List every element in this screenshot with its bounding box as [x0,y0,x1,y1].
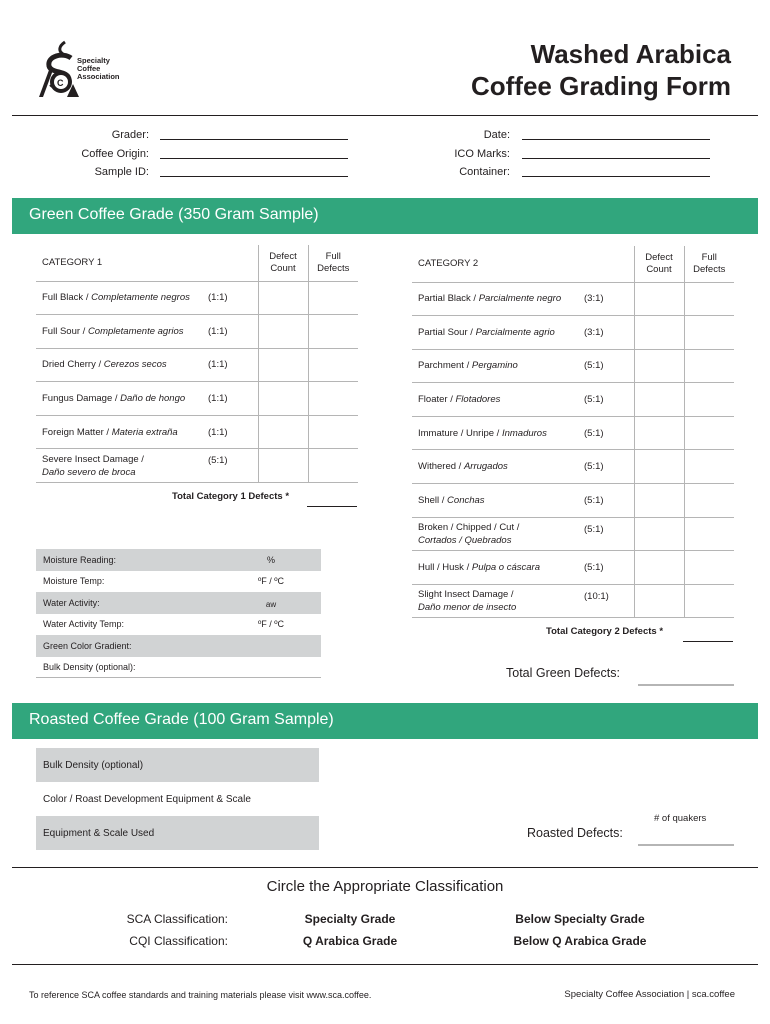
classification-divider-top [12,867,758,868]
table-row: Full Sour / Completamente agrios (1:1) [36,315,358,349]
full-defects-cell[interactable] [684,517,734,551]
moisture-table [36,549,321,678]
specialty-grade-option[interactable]: Specialty Grade [304,912,396,926]
category-2-table [412,246,734,618]
defect-count-cell[interactable] [634,282,684,316]
full-defects-cell[interactable] [684,349,734,383]
green-color-gradient-row[interactable]: Green Color Gradient: [36,635,321,657]
total-cat2-label: Total Category 2 Defects * [546,626,664,637]
table-row: Dried Cherry / Cerezos secos (1:1) [36,348,358,382]
title-line2: Coffee Grading Form [470,71,731,101]
defect-count-cell[interactable] [258,315,308,349]
total-cat1-field[interactable] [307,506,357,507]
roasted-coffee-band: Roasted Coffee Grade (100 Gram Sample) [12,703,758,739]
table-row: Immature / Unripe / Inmaduros (5:1) [412,416,734,450]
classification-heading: Circle the Appropriate Classification [266,878,504,895]
full-defects-cell[interactable] [684,484,734,518]
logo-line3: Association [77,72,120,81]
defect-count-cell[interactable] [634,416,684,450]
cat2-title: CATEGORY 2 [412,246,584,282]
footer-left-text: To reference SCA coffee standards and training materials please visit www.sca.coffee. [29,990,372,1000]
date-label: Date: [483,129,510,141]
sca-logo [37,40,127,100]
page-title [471,38,731,102]
bulk-density-row[interactable]: Bulk Density (optional): [36,657,321,679]
footer-right-text: Specialty Coffee Association | sca.coffee [564,989,735,1000]
defect-count-cell[interactable] [634,450,684,484]
container-label: Container: [459,166,510,178]
grader-field[interactable] [160,139,348,140]
table-row: Slight Insect Damage / Daño menor de insecto (10:1) [412,584,734,618]
sca-logo-icon [37,40,81,98]
logo-line1: Specialty [77,56,110,65]
cat1-full-defects-header: Full Defects [308,245,358,281]
svg-text:C: C [57,78,64,88]
coffee-origin-field[interactable] [160,158,348,159]
defect-count-cell[interactable] [258,449,308,483]
water-activity-temp-row[interactable]: Water Activity Temp: ºF / ºC [43,619,285,630]
defect-count-cell[interactable] [258,415,308,449]
full-defects-cell[interactable] [308,281,358,315]
full-defects-cell[interactable] [308,348,358,382]
full-defects-cell[interactable] [308,315,358,349]
date-field[interactable] [522,139,710,140]
full-defects-cell[interactable] [684,450,734,484]
defect-count-cell[interactable] [258,281,308,315]
roast-equipment-row[interactable]: Color / Roast Development Equipment & Scale [43,793,251,805]
total-green-defects-label: Total Green Defects: [506,666,620,680]
title-line1: Washed Arabica [530,39,731,69]
total-green-defects-field[interactable] [638,684,734,686]
ico-marks-label: ICO Marks: [454,148,510,160]
roasted-bulk-density-row[interactable]: Bulk Density (optional) [36,748,319,782]
table-row: Floater / Flotadores (5:1) [412,383,734,417]
footer-divider [12,964,758,965]
equipment-scale-row[interactable]: Equipment & Scale Used [36,816,319,850]
table-row: Severe Insect Damage / Daño severo de broca (5:1) [36,449,358,483]
roasted-table [36,748,319,850]
table-row: Partial Sour / Parcialmente agrio (3:1) [412,316,734,350]
moisture-temp-row[interactable]: Moisture Temp: ºF / ºC [43,576,285,587]
grader-label: Grader: [111,129,149,141]
cqi-classification-label: CQI Classification: [129,934,228,948]
table-row: Parchment / Pergamino (5:1) [412,349,734,383]
table-row: Withered / Arrugados (5:1) [412,450,734,484]
table-row: Fungus Damage / Daño de hongo (1:1) [36,382,358,416]
table-row: Hull / Husk / Pulpa o cáscara (5:1) [412,551,734,585]
full-defects-cell[interactable] [308,382,358,416]
coffee-origin-label: Coffee Origin: [81,148,149,160]
full-defects-cell[interactable] [684,316,734,350]
defect-count-cell[interactable] [634,316,684,350]
defect-count-cell[interactable] [258,382,308,416]
ico-marks-field[interactable] [522,158,710,159]
table-row: Full Black / Completamente negros (1:1) [36,281,358,315]
defect-count-cell[interactable] [634,517,684,551]
quakers-label: # of quakers [654,813,707,824]
header-divider [12,115,758,116]
defect-count-cell[interactable] [634,349,684,383]
cat2-defect-count-header: Defect Count [634,246,684,282]
q-arabica-grade-option[interactable]: Q Arabica Grade [302,934,398,948]
below-q-arabica-grade-option[interactable]: Below Q Arabica Grade [513,934,647,948]
roasted-defects-field[interactable] [638,844,734,846]
green-coffee-band: Green Coffee Grade (350 Gram Sample) [12,198,758,234]
category-1-table [36,245,358,483]
full-defects-cell[interactable] [308,449,358,483]
cat1-defect-count-header: Defect Count [258,245,308,281]
logo-line2: Coffee [77,64,101,73]
defect-count-cell[interactable] [634,584,684,618]
sample-id-field[interactable] [160,176,348,177]
full-defects-cell[interactable] [308,415,358,449]
table-row: Broken / Chipped / Cut / Cortados / Quebrados (5:1) [412,517,734,551]
defect-count-cell[interactable] [634,551,684,585]
sca-classification-label: SCA Classification: [126,912,228,926]
cat1-title: CATEGORY 1 [36,245,208,281]
full-defects-cell[interactable] [684,282,734,316]
moisture-reading-row[interactable]: Moisture Reading: % [36,549,321,571]
cat2-full-defects-header: Full Defects [684,246,734,282]
table-row: Shell / Conchas (5:1) [412,484,734,518]
table-row: Foreign Matter / Materia extraña (1:1) [36,415,358,449]
roasted-defects-label: Roasted Defects: [527,826,623,840]
full-defects-cell[interactable] [684,416,734,450]
defect-count-cell[interactable] [634,383,684,417]
full-defects-cell[interactable] [684,551,734,585]
container-field[interactable] [522,176,710,177]
sample-id-label: Sample ID: [94,166,149,178]
full-defects-cell[interactable] [684,584,734,618]
defect-count-cell[interactable] [634,484,684,518]
full-defects-cell[interactable] [684,383,734,417]
water-activity-row[interactable]: Water Activity: aw [36,592,321,614]
table-row: Partial Black / Parcialmente negro (3:1) [412,282,734,316]
below-specialty-grade-option[interactable]: Below Specialty Grade [515,912,645,926]
total-cat1-label: Total Category 1 Defects * [172,491,290,502]
total-cat2-field[interactable] [683,641,733,642]
defect-count-cell[interactable] [258,348,308,382]
